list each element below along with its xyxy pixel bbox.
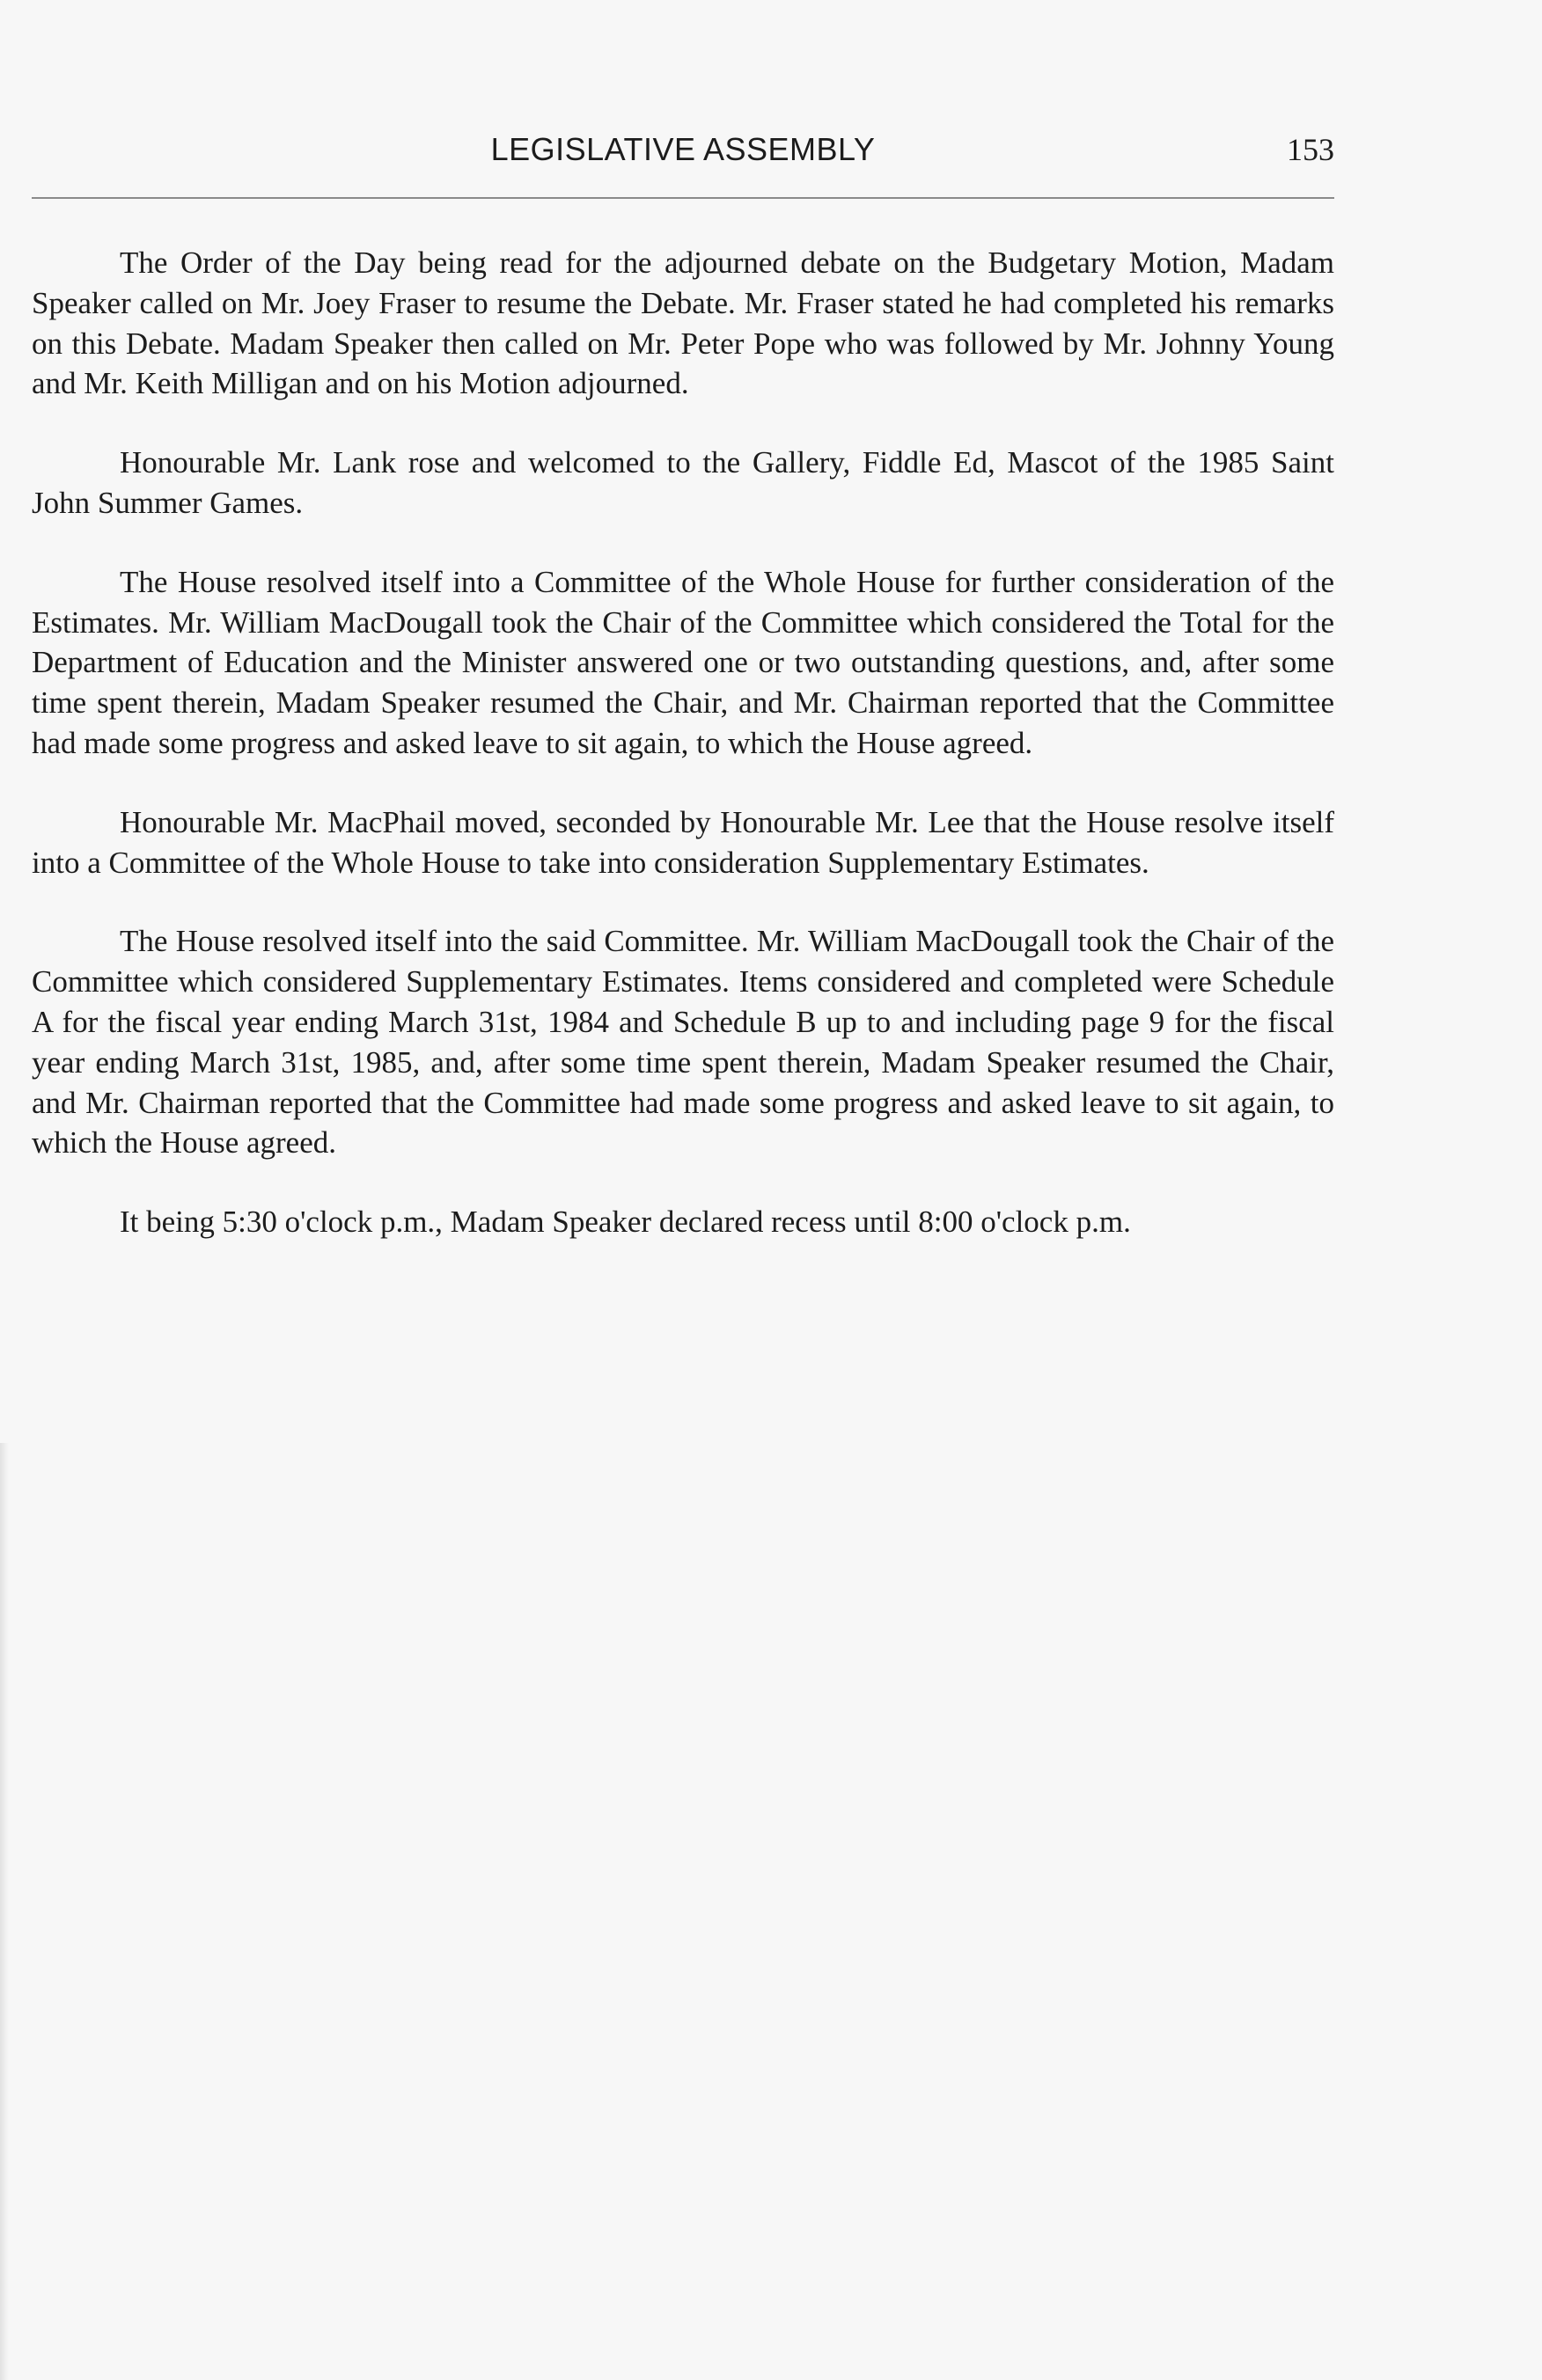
paragraph-recess: It being 5:30 o'clock p.m., Madam Speaker declared recess until 8:00 o'clock p.m. xyxy=(120,1205,1131,1240)
body-text xyxy=(32,243,1334,1281)
page-number: 153 xyxy=(1287,132,1334,167)
header-divider xyxy=(32,197,1334,199)
paragraph-supplementary-committee: The House resolved itself into the said Committee. Mr. William MacDougall took the Chair of the Committee which considered Supplementary Estimates. Items considered and completed were Schedule A for the fiscal year ending March 31st, 1984 and Schedule B up to and including page 9 for the fiscal year ending March 31st, 1985, and, after some time spent therein, Madam Speaker resumed the Chair, and Mr. Chairman reported that the Committee had made some progress and asked leave to sit again, to which the House agreed. xyxy=(32,924,1334,1161)
running-header-title: LEGISLATIVE ASSEMBLY xyxy=(490,131,876,167)
paragraph-committee-estimates: The House resolved itself into a Committee of the Whole House for further consideration of the Estimates. Mr. William MacDougall took the Chair of the Committee which considered the Total for the Department of Education and the Minister answered one or two outstanding questions, and, after some time spent therein, Madam Speaker resumed the Chair, and Mr. Chairman reported that the Committee had made some progress and asked leave to sit again, to which the House agreed. xyxy=(32,564,1334,760)
paragraph-supplementary-motion: Honourable Mr. MacPhail moved, seconded by Honourable Mr. Lee that the House resolve itself into a Committee of the Whole House to take into consideration Supplementary Estimates. xyxy=(32,804,1334,880)
running-header xyxy=(32,130,1334,179)
paragraph-budgetary-debate: The Order of the Day being read for the adjourned debate on the Budgetary Motion, Madam Speaker called on Mr. Joey Fraser to resume the Debate. Mr. Fraser stated he had completed his remarks on this Debate. Madam Speaker then called on Mr. Peter Pope who was followed by Mr. Johnny Young and Mr. Keith Milligan and on his Motion adjourned. xyxy=(32,245,1334,401)
paragraph-gallery-welcome: Honourable Mr. Lank rose and welcomed to the Gallery, Fiddle Ed, Mascot of the 1985 Saint John Summer Games. xyxy=(32,445,1334,520)
page-edge-shadow xyxy=(0,1443,9,2380)
